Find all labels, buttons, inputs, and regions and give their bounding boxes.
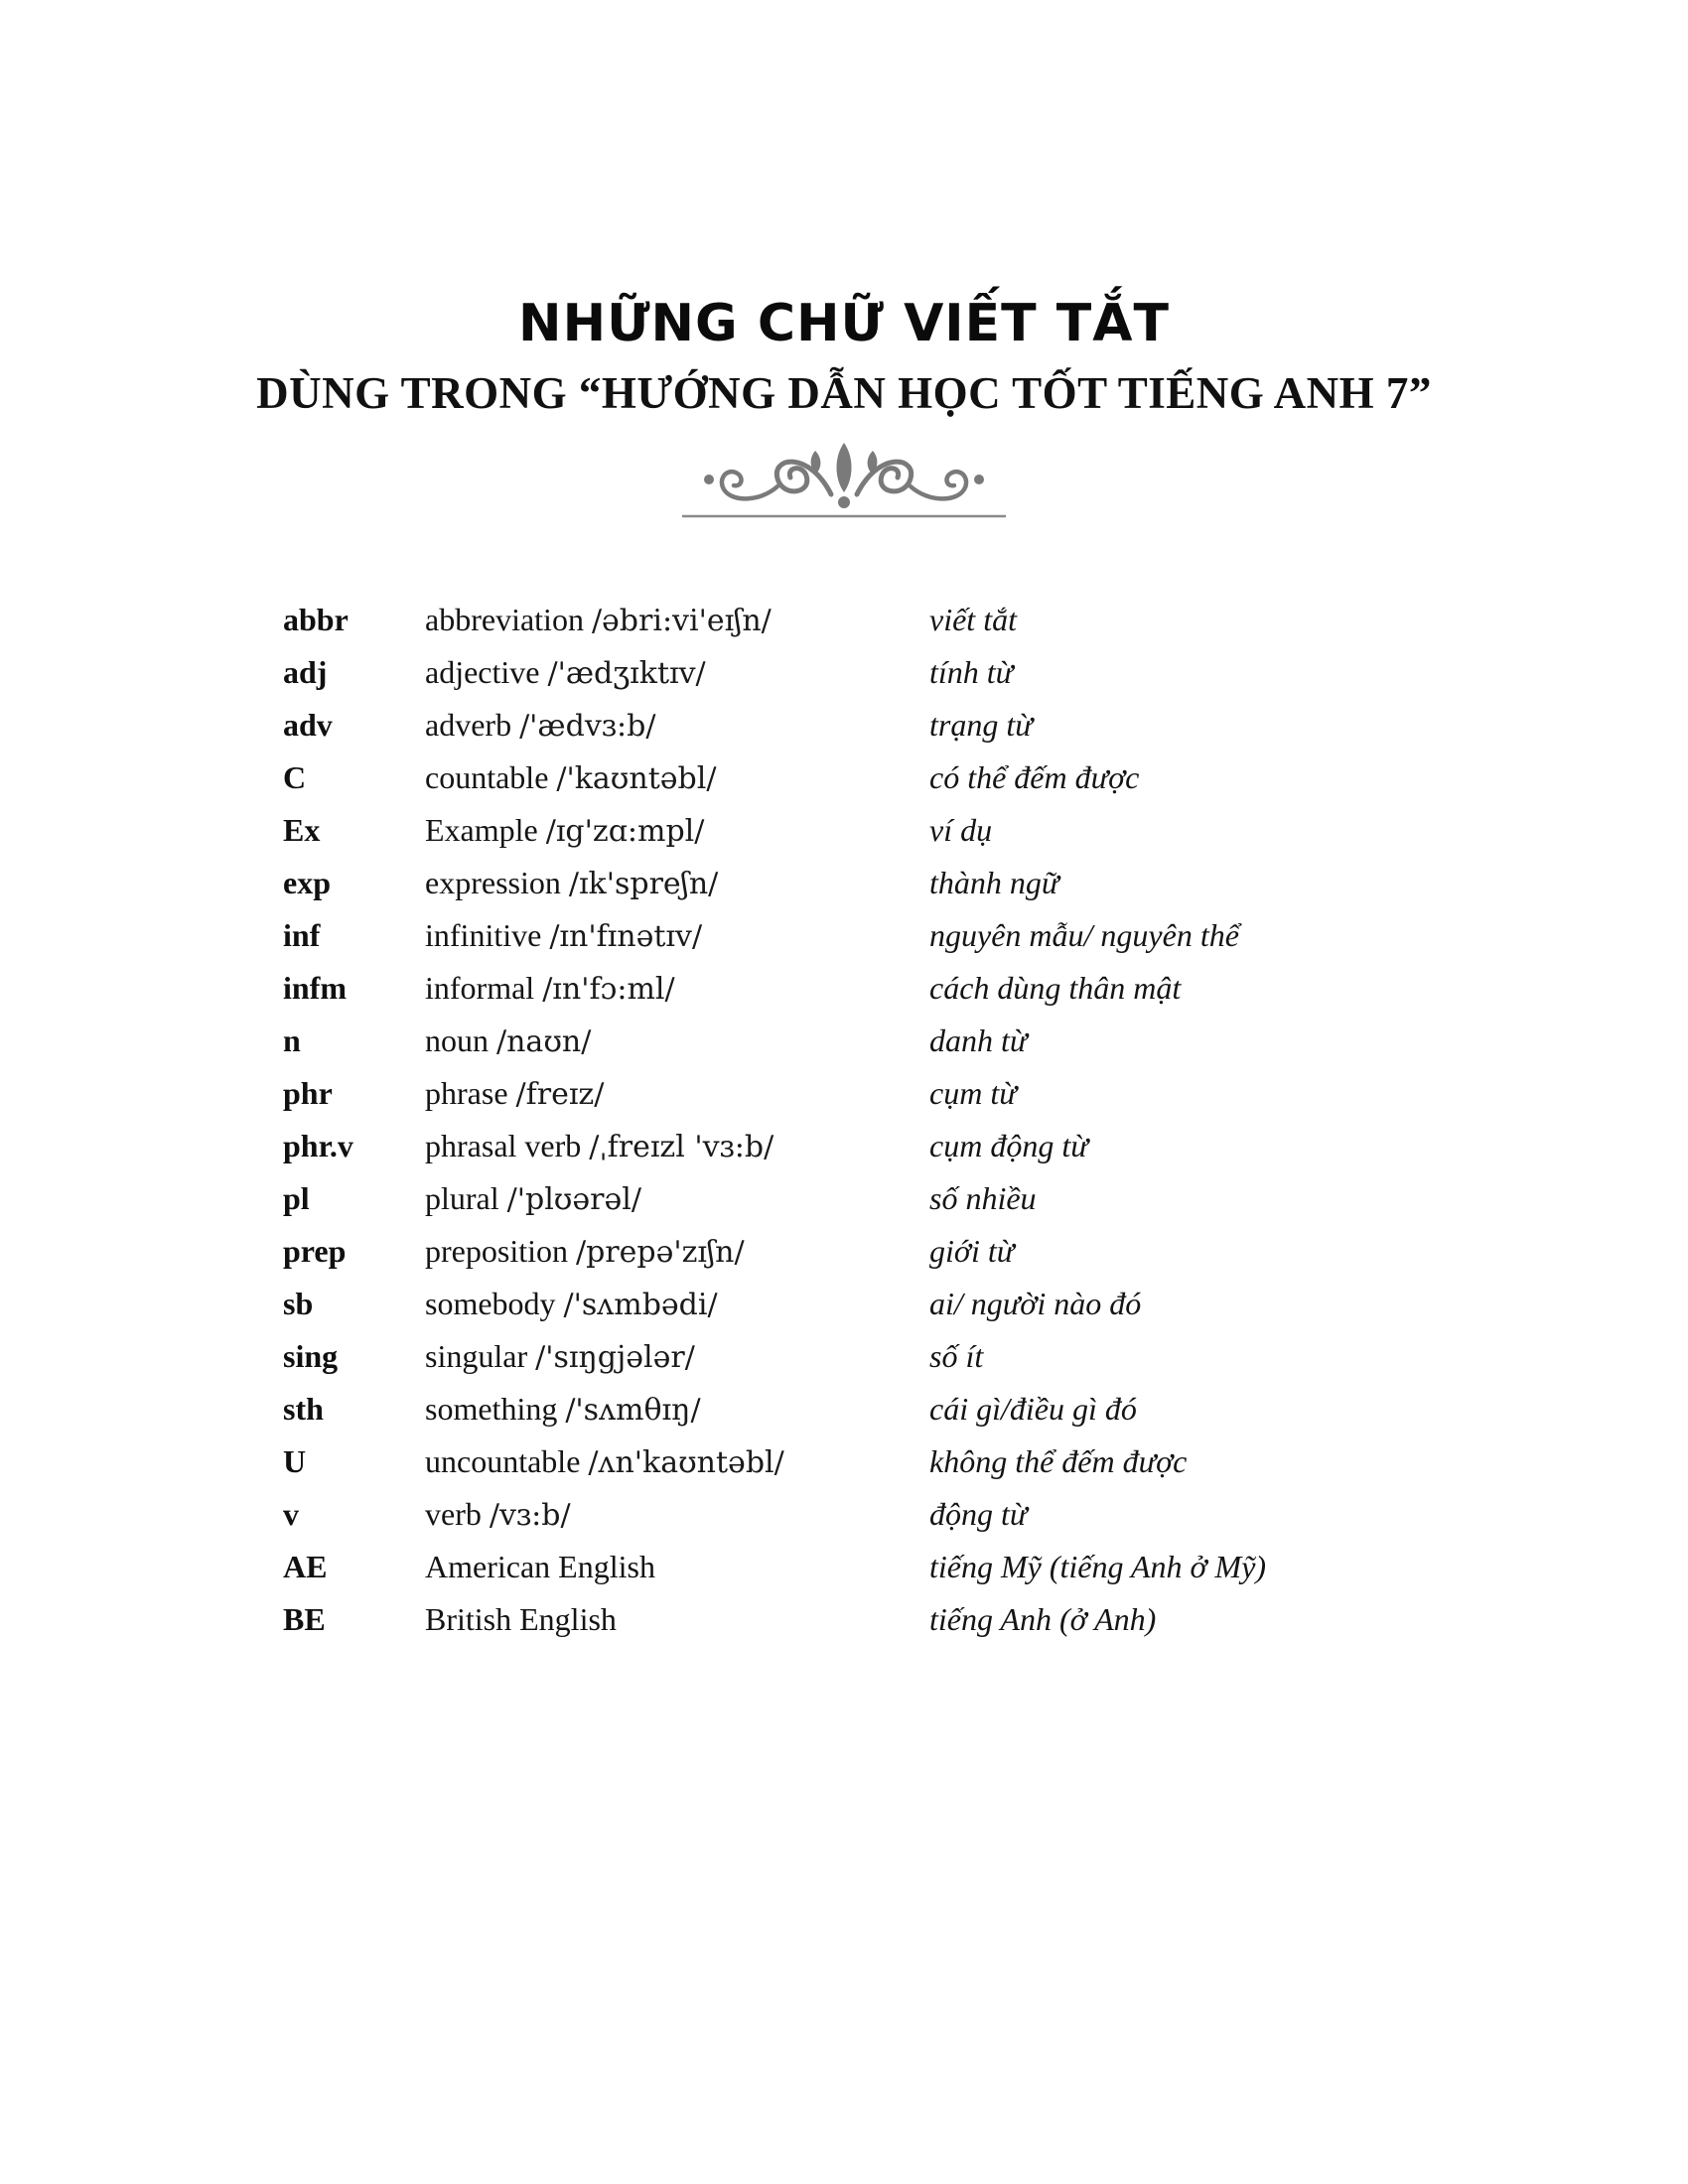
table-row (283, 1278, 1589, 1330)
term-cell (425, 1233, 929, 1270)
phonetic-transcription: /'ædvɜ:b/ (519, 709, 656, 744)
vietnamese-meaning-cell: trạng từ (929, 707, 1033, 743)
vietnamese-meaning-cell: cụm động từ (929, 1128, 1088, 1163)
term-text: expression (425, 865, 561, 900)
term-text: uncountable (425, 1443, 581, 1479)
phonetic-transcription: /'sʌmθɪŋ/ (565, 1393, 701, 1428)
term-text: phrase (425, 1075, 508, 1111)
abbreviation-cell: inf (283, 917, 321, 953)
term-cell (425, 1601, 929, 1638)
term-cell (425, 865, 929, 901)
phonetic-transcription: /'plʊərəl/ (506, 1182, 641, 1217)
phonetic-transcription: /vɜ:b/ (489, 1498, 571, 1533)
vietnamese-meaning-cell: cách dùng thân mật (929, 970, 1182, 1006)
vietnamese-meaning-cell: ai/ người nào đó (929, 1286, 1142, 1321)
abbreviation-cell: phr.v (283, 1128, 353, 1163)
vietnamese-meaning-cell: không thể đếm được (929, 1443, 1188, 1479)
table-row (283, 857, 1589, 909)
abbreviation-cell: sth (283, 1391, 324, 1427)
term-text: adverb (425, 707, 512, 743)
table-row (283, 1488, 1589, 1541)
abbreviation-cell: adv (283, 707, 333, 743)
vietnamese-meaning-cell: cái gì/điều gì đó (929, 1391, 1137, 1427)
abbreviation-cell: phr (283, 1075, 333, 1111)
vietnamese-meaning-cell: tính từ (929, 654, 1014, 690)
abbreviation-cell: prep (283, 1233, 347, 1269)
abbreviation-cell: BE (283, 1601, 326, 1637)
phonetic-transcription: /'sɪŋgjələr/ (535, 1340, 695, 1375)
page-title: NHỮNG CHỮ VIẾT TẮT (518, 294, 1170, 353)
vietnamese-meaning-cell: viết tắt (929, 602, 1017, 637)
term-cell (425, 654, 929, 691)
table-row (283, 804, 1589, 857)
abbreviation-cell: n (283, 1023, 301, 1058)
vietnamese-meaning-cell: tiếng Anh (ở Anh) (929, 1601, 1157, 1637)
title-block (0, 294, 1688, 419)
term-cell (425, 759, 929, 796)
vietnamese-meaning-cell: số nhiều (929, 1180, 1037, 1216)
term-cell (425, 1023, 929, 1059)
term-cell (425, 602, 929, 638)
table-row (283, 962, 1589, 1015)
vietnamese-meaning-cell: thành ngữ (929, 865, 1059, 900)
abbreviation-cell: v (283, 1496, 299, 1532)
table-row (283, 1067, 1589, 1120)
phonetic-transcription: /'kaʊntəbl/ (556, 761, 717, 796)
abbreviation-cell: pl (283, 1180, 310, 1216)
term-cell (425, 1075, 929, 1112)
vietnamese-meaning-cell: số ít (929, 1338, 984, 1374)
abbreviation-cell: exp (283, 865, 331, 900)
term-text: infinitive (425, 917, 542, 953)
term-cell (425, 1443, 929, 1480)
abbreviation-cell: adj (283, 654, 328, 690)
term-cell (425, 812, 929, 849)
phonetic-transcription: /naʊn/ (496, 1024, 592, 1059)
abbreviation-cell: Ex (283, 812, 321, 848)
term-cell (425, 1391, 929, 1428)
table-row (283, 1225, 1589, 1278)
vietnamese-meaning-cell: danh từ (929, 1023, 1028, 1058)
table-row (283, 1172, 1589, 1225)
vietnamese-meaning-cell: cụm từ (929, 1075, 1017, 1111)
abbreviation-cell: C (283, 759, 307, 795)
term-cell (425, 707, 929, 744)
term-text: preposition (425, 1233, 568, 1269)
phonetic-transcription: /'ædʒɪktɪv/ (547, 656, 706, 691)
abbreviation-cell: sb (283, 1286, 314, 1321)
abbreviation-cell: abbr (283, 602, 349, 637)
term-text: somebody (425, 1286, 556, 1321)
term-text: Example (425, 812, 538, 848)
divider-wrap (0, 435, 1688, 531)
term-text: British English (425, 1601, 617, 1637)
term-cell (425, 1286, 929, 1322)
vietnamese-meaning-cell: tiếng Mỹ (tiếng Anh ở Mỹ) (929, 1549, 1267, 1584)
term-text: noun (425, 1023, 489, 1058)
table-row (283, 1015, 1589, 1067)
phonetic-transcription: /prepə'zɪʃn/ (575, 1235, 745, 1270)
vietnamese-meaning-cell: ví dụ (929, 812, 993, 848)
page-subtitle: DÙNG TRONG “HƯỚNG DẪN HỌC TỐT TIẾNG ANH 7” (256, 368, 1432, 418)
table-row (283, 1593, 1589, 1646)
vietnamese-meaning-cell: nguyên mẫu/ nguyên thể (929, 917, 1239, 953)
phonetic-transcription: /ˌfreɪzl 'vɜ:b/ (589, 1130, 774, 1164)
phonetic-transcription: /ɪn'fɔ:ml/ (542, 972, 675, 1007)
term-cell (425, 1549, 929, 1585)
phonetic-transcription: /əbri:vi'eɪʃn/ (591, 604, 772, 638)
term-cell (425, 917, 929, 954)
table-row (283, 751, 1589, 804)
term-cell (425, 1338, 929, 1375)
term-cell (425, 1128, 929, 1164)
term-text: countable (425, 759, 549, 795)
table-row (283, 1383, 1589, 1435)
phonetic-transcription: /ɪn'fɪnətɪv/ (549, 919, 703, 954)
abbreviation-cell: sing (283, 1338, 339, 1374)
term-text: American English (425, 1549, 655, 1584)
phonetic-transcription: /ɪk'spreʃn/ (568, 867, 719, 901)
vietnamese-meaning-cell: động từ (929, 1496, 1028, 1532)
term-text: verb (425, 1496, 482, 1532)
term-text: informal (425, 970, 535, 1006)
term-text: plural (425, 1180, 499, 1216)
term-text: phrasal verb (425, 1128, 582, 1163)
phonetic-transcription: /'sʌmbədi/ (563, 1288, 718, 1322)
phonetic-transcription: /ʌn'kaʊntəbl/ (588, 1445, 784, 1480)
table-row (283, 1120, 1589, 1172)
floral-flourish-divider-icon (680, 435, 1008, 526)
term-text: adjective (425, 654, 540, 690)
table-row (283, 909, 1589, 962)
table-row (283, 646, 1589, 699)
vietnamese-meaning-cell: giới từ (929, 1233, 1015, 1269)
table-row (283, 1330, 1589, 1383)
phonetic-transcription: /ɪg'zɑ:mpl/ (545, 814, 705, 849)
abbreviation-cell: AE (283, 1549, 328, 1584)
term-cell (425, 1180, 929, 1217)
term-text: abbreviation (425, 602, 584, 637)
term-cell (425, 970, 929, 1007)
term-cell (425, 1496, 929, 1533)
table-row (283, 1541, 1589, 1593)
term-text: singular (425, 1338, 528, 1374)
vietnamese-meaning-cell: có thể đếm được (929, 759, 1140, 795)
table-row (283, 594, 1589, 646)
abbreviation-table (283, 594, 1589, 1646)
abbreviation-cell: U (283, 1443, 307, 1479)
table-row (283, 699, 1589, 751)
table-row (283, 1435, 1589, 1488)
phonetic-transcription: /freɪz/ (515, 1077, 605, 1112)
abbreviation-cell: infm (283, 970, 347, 1006)
term-text: something (425, 1391, 558, 1427)
